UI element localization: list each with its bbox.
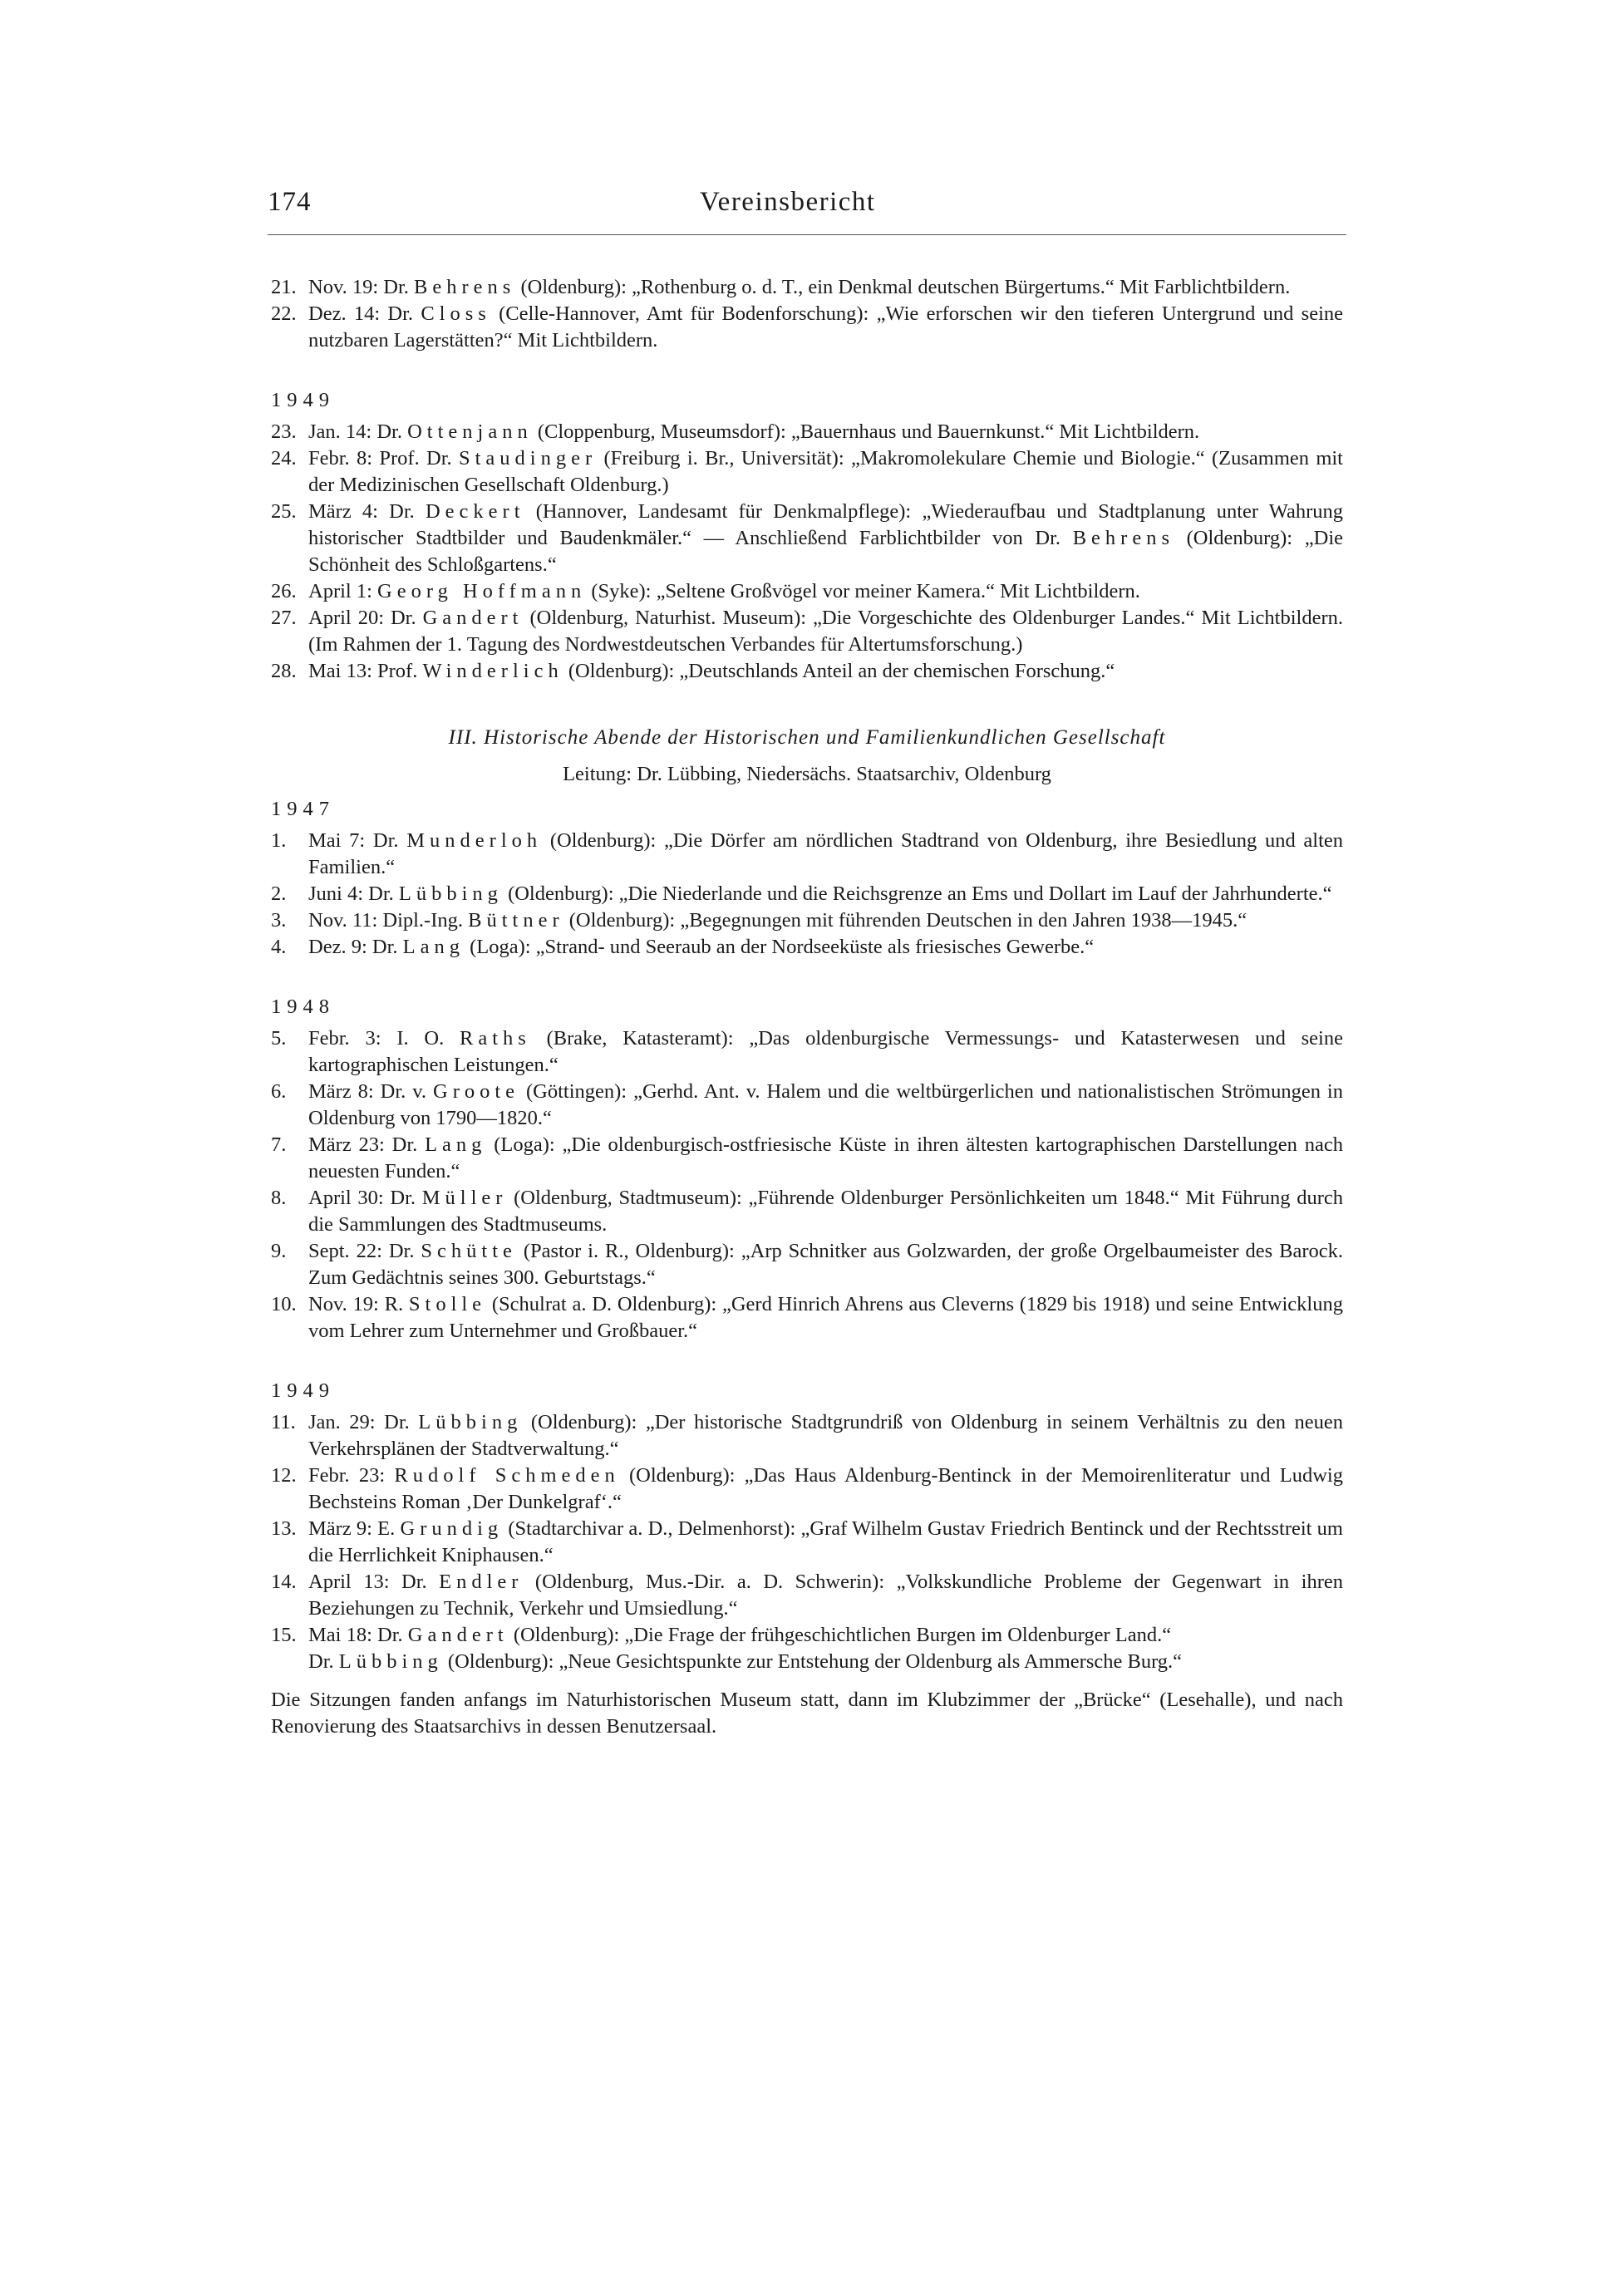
entry-text: (Oldenburg): „Der historische Stadtgrundriß von Oldenburg in seinem Verhältnis zu den neuen Verkehrsplänen der Stadtverwaltung.“ xyxy=(308,1411,1344,1460)
entry-text: (Pastor i. R., Oldenburg): „Arp Schnitker aus Golzwarden, der große Orgelbaumeister des Barock. Zum Gedächtnis seines 300. Geburtstags.“ xyxy=(308,1240,1343,1289)
entry-text: (Loga): „Strand- und Seeraub an der Nordseeküste als friesisches Gewerbe.“ xyxy=(464,936,1095,958)
entry-number: 7. xyxy=(271,1133,287,1156)
list-entry xyxy=(271,881,1343,907)
entry-text: (Cloppenburg, Museumsdorf): „Bauernhaus und Bauernkunst.“ Mit Lichtbildern. xyxy=(532,420,1200,443)
entry-date-title: Mai 18: Dr. xyxy=(308,1624,408,1646)
list-entry xyxy=(271,1516,1343,1569)
lecture-list-1949 xyxy=(271,419,1343,685)
entry-date-title: Febr. 8: Prof. Dr. xyxy=(308,447,459,470)
speaker-name: Raths xyxy=(460,1027,531,1050)
entry-text: (Oldenburg, Mus.-Dir. a. D. Schwerin): „Volkskundliche Probleme der Gegenwart in ihren Beziehungen zu Technik, Verkehr und Umsiedlung.“ xyxy=(308,1571,1343,1620)
entry-date-title: Febr. 23: xyxy=(308,1464,395,1487)
entry-text: (Oldenburg, Stadtmuseum): „Führende Oldenburger Persönlichkeiten um 1848.“ Mit Führung durch die Sammlungen des Stadtmuseums. xyxy=(308,1187,1343,1236)
entry-number: 3. xyxy=(271,909,287,932)
evening-list-1947 xyxy=(271,828,1343,961)
entry-number: 4. xyxy=(271,936,287,958)
speaker-name: Deckert xyxy=(425,500,525,523)
entry-number: 21. xyxy=(271,276,297,298)
entry-date-title: Dez. 9: Dr. xyxy=(308,936,403,958)
entry-text: (Loga): „Die oldenburgisch-ostfriesische Küste in ihren ältesten kartographischen Darstellungen nach neuesten Funden.“ xyxy=(308,1133,1343,1182)
speaker-name: Munderloh xyxy=(406,829,543,852)
speaker-name: Lang xyxy=(425,1133,487,1156)
entry-number: 9. xyxy=(271,1240,287,1262)
entry-text: (Syke): „Seltene Großvögel vor meiner Kamera.“ Mit Lichtbildern. xyxy=(586,580,1140,602)
entry-date-title: März 23: Dr. xyxy=(308,1133,426,1156)
entry-number: 28. xyxy=(271,660,297,682)
entry-date-title: März 9: E. xyxy=(308,1517,401,1540)
evening-list-1948 xyxy=(271,1025,1343,1345)
speaker-name: Stolle xyxy=(408,1293,487,1315)
section-subtitle: Leitung: Dr. Lübbing, Niedersächs. Staatsarchiv, Oldenburg xyxy=(563,763,1051,785)
year-heading-1947: 1947 xyxy=(271,798,335,820)
list-entry xyxy=(271,1409,1343,1463)
year-heading-1948: 1948 xyxy=(271,996,335,1018)
list-entry xyxy=(271,1185,1343,1238)
entry-text: (Celle-Hannover, Amt für Bodenforschung): „Wie erforschen wir den tieferen Untergrund und seine nutzbaren Lagerstätten?“ Mit Lichtbildern. xyxy=(308,302,1344,352)
speaker-name: Müller xyxy=(421,1187,508,1209)
speaker-name: Gandert xyxy=(422,607,524,629)
list-entry xyxy=(271,1132,1343,1185)
list-entry xyxy=(271,1463,1343,1516)
speaker-name: Staudinger xyxy=(458,447,598,470)
list-entry xyxy=(271,1238,1343,1291)
report-body xyxy=(271,274,1343,1740)
entry-number: 13. xyxy=(271,1517,297,1540)
section-title: III. Historische Abende der Historischen und Familienkundlichen Gesellschaft xyxy=(448,726,1166,749)
list-entry xyxy=(271,828,1343,881)
speaker-name: Lübbing xyxy=(398,883,503,905)
entry-number: 15. xyxy=(271,1624,297,1646)
speaker-name: Winderlich xyxy=(422,660,563,682)
entry-text: (Oldenburg): „Deutschlands Anteil an der chemischen Forschung.“ xyxy=(563,660,1115,682)
list-entry xyxy=(271,419,1343,445)
header-rule xyxy=(268,234,1346,235)
speaker-name: Büttner xyxy=(468,909,564,932)
list-entry xyxy=(271,1622,1343,1649)
entry-date-title: Jan. 14: Dr. xyxy=(308,420,408,443)
entry-date-title: Nov. 19: R. xyxy=(308,1293,409,1315)
list-entry xyxy=(271,1291,1343,1345)
entry-date-title: Dr. xyxy=(308,1650,339,1673)
list-entry xyxy=(271,907,1343,934)
speaker-name: Groote xyxy=(433,1080,520,1103)
list-entry xyxy=(271,658,1343,685)
entry-text: (Stadtarchivar a. D., Delmenhorst): „Graf Wilhelm Gustav Friedrich Bentinck und der Rechtsstreit um die Herrlichkeit Kniphausen.“ xyxy=(308,1517,1343,1566)
list-entry xyxy=(271,1079,1343,1132)
speaker-name: Ottenjann xyxy=(407,420,533,443)
entry-text: (Oldenburg): „Neue Gesichtspunkte zur Entstehung der Oldenburg als Ammersche Burg.“ xyxy=(442,1650,1183,1673)
entry-number: 22. xyxy=(271,302,297,325)
list-entry xyxy=(271,605,1343,658)
entry-number: 1. xyxy=(271,829,287,852)
evening-list-1949 xyxy=(271,1409,1343,1675)
entry-text: (Oldenburg): „Die Frage der frühgeschichtlichen Burgen im Oldenburger Land.“ xyxy=(508,1624,1172,1646)
year-heading-1949: 1949 xyxy=(271,389,335,411)
speaker-name: Lang xyxy=(402,936,465,958)
list-entry xyxy=(271,1569,1343,1622)
speaker-name: Behrens xyxy=(1072,527,1174,549)
page-header xyxy=(268,187,1348,229)
entry-text: (Oldenburg): „Rothenburg o. d. T., ein Denkmal deutschen Bürgertums.“ Mit Farblichtbildern. xyxy=(515,276,1291,298)
list-entry xyxy=(271,934,1343,961)
entry-date-title: April 20: Dr. xyxy=(308,607,423,629)
speaker-name: Endler xyxy=(439,1571,524,1593)
entry-text: (Hannover, Landesamt für Denkmalpflege): „Wiederaufbau und Stadtplanung unter Wahrung historischer Stadtbilder und Baudenkmäler.“ — Anschließend Farblichtbilder von Dr. xyxy=(308,500,1344,549)
entry-number: 11. xyxy=(271,1411,296,1433)
list-entry xyxy=(271,445,1343,499)
entry-number: 10. xyxy=(271,1293,297,1315)
entry-number: 8. xyxy=(271,1187,287,1209)
entry-text: (Oldenburg): „Das Haus Aldenburg-Bentinck in der Memoirenliteratur und Ludwig Bechsteins Roman ‚Der Dunkelgraf‘.“ xyxy=(308,1464,1343,1513)
list-entry xyxy=(271,274,1343,301)
entry-text: (Oldenburg): „Die Dörfer am nördlichen Stadtrand von Oldenburg, ihre Besiedlung und alten Familien.“ xyxy=(308,829,1343,878)
entry-date-title: Nov. 19: Dr. xyxy=(308,276,415,298)
entry-text: (Oldenburg): „Die Niederlande und die Reichsgrenze an Ems und Dollart im Lauf der Jahrhunderte.“ xyxy=(502,883,1332,905)
entry-date-title: Febr. 3: I. O. xyxy=(308,1027,460,1050)
entry-text: (Schulrat a. D. Oldenburg): „Gerd Hinrich Ahrens aus Cleverns (1829 bis 1918) und seine Entwicklung vom Lehrer zum Unternehmer und Großbauer.“ xyxy=(308,1293,1343,1342)
entry-number: 26. xyxy=(271,580,297,602)
entry-date-title: Mai 7: Dr. xyxy=(308,829,407,852)
list-entry xyxy=(271,1025,1343,1079)
entry-number: 24. xyxy=(271,447,297,470)
speaker-name: Georg Hoffmann xyxy=(377,580,587,602)
year-heading-1949b: 1949 xyxy=(271,1379,335,1402)
entry-date-title: Nov. 11: Dipl.-Ing. xyxy=(308,909,469,932)
entry-number: 12. xyxy=(271,1464,297,1487)
closing-note: Die Sitzungen fanden anfangs im Naturhistorischen Museum statt, dann im Klubzimmer der „Brücke“ (Lesehalle), und nach Renovierung des Staatsarchivs in dessen Benutzersaal. xyxy=(271,1689,1343,1738)
speaker-name: Closs xyxy=(421,302,491,325)
entry-text: (Oldenburg): „Die Schönheit des Schloßgartens.“ xyxy=(308,527,1343,576)
speaker-name: Lübbing xyxy=(338,1650,443,1673)
list-entry xyxy=(271,301,1343,354)
entry-date-title: März 8: Dr. v. xyxy=(308,1080,433,1103)
running-title: Vereinsbericht xyxy=(700,187,876,217)
entry-text: (Brake, Katasteramt): „Das oldenburgische Vermessungs- und Katasterwesen und seine kartographischen Leistungen.“ xyxy=(308,1027,1343,1076)
entry-number: 5. xyxy=(271,1027,287,1050)
list-entry xyxy=(271,578,1343,605)
entry-date-title: Dez. 14: Dr. xyxy=(308,302,421,325)
entry-date-title: April 1: xyxy=(308,580,378,602)
entry-text: (Oldenburg): „Begegnungen mit führenden Deutschen in den Jahren 1938—1945.“ xyxy=(563,909,1247,932)
entry-date-title: Mai 13: Prof. xyxy=(308,660,423,682)
entry-date-title: April 13: Dr. xyxy=(308,1571,440,1593)
entry-number: 14. xyxy=(271,1571,297,1593)
entry-date-title: April 30: Dr. xyxy=(308,1187,422,1209)
entry-text: (Oldenburg, Naturhist. Museum): „Die Vorgeschichte des Oldenburger Landes.“ Mit Lichtbildern. (Im Rahmen der 1. Tagung des Nordwestdeutschen Verbandes für Altertumsforschung.) xyxy=(308,607,1343,656)
entry-number: 23. xyxy=(271,420,297,443)
speaker-name: Grundig xyxy=(400,1517,504,1540)
entry-number: 2. xyxy=(271,883,287,905)
entry-number: 27. xyxy=(271,607,297,629)
entry-number: 6. xyxy=(271,1080,287,1103)
entry-number: 25. xyxy=(271,500,297,523)
entry-text: (Göttingen): „Gerhd. Ant. v. Halem und die weltbürgerlichen und nationalistischen Strömungen in Oldenburg von 1790—1820.“ xyxy=(308,1080,1343,1129)
entry-date-title: Sept. 22: Dr. xyxy=(308,1240,421,1262)
list-entry xyxy=(271,499,1343,578)
speaker-name: Lübbing xyxy=(418,1411,523,1433)
speaker-name: Rudolf Schmeden xyxy=(394,1464,620,1487)
entry-date-title: Jan. 29: Dr. xyxy=(308,1411,419,1433)
entry-text: (Freiburg i. Br., Universität): „Makromolekulare Chemie und Biologie.“ (Zusammen mit der Medizinischen Gesellschaft Oldenburg.) xyxy=(308,447,1343,496)
speaker-name: Gandert xyxy=(407,1624,509,1646)
speaker-name: Behrens xyxy=(414,276,516,298)
speaker-name: Schütte xyxy=(421,1240,517,1262)
list-entry xyxy=(271,1649,1343,1675)
page-number: 174 xyxy=(268,187,312,217)
entry-date-title: Juni 4: Dr. xyxy=(308,883,399,905)
lecture-list-1948 xyxy=(271,274,1343,354)
entry-date-title: März 4: Dr. xyxy=(308,500,426,523)
